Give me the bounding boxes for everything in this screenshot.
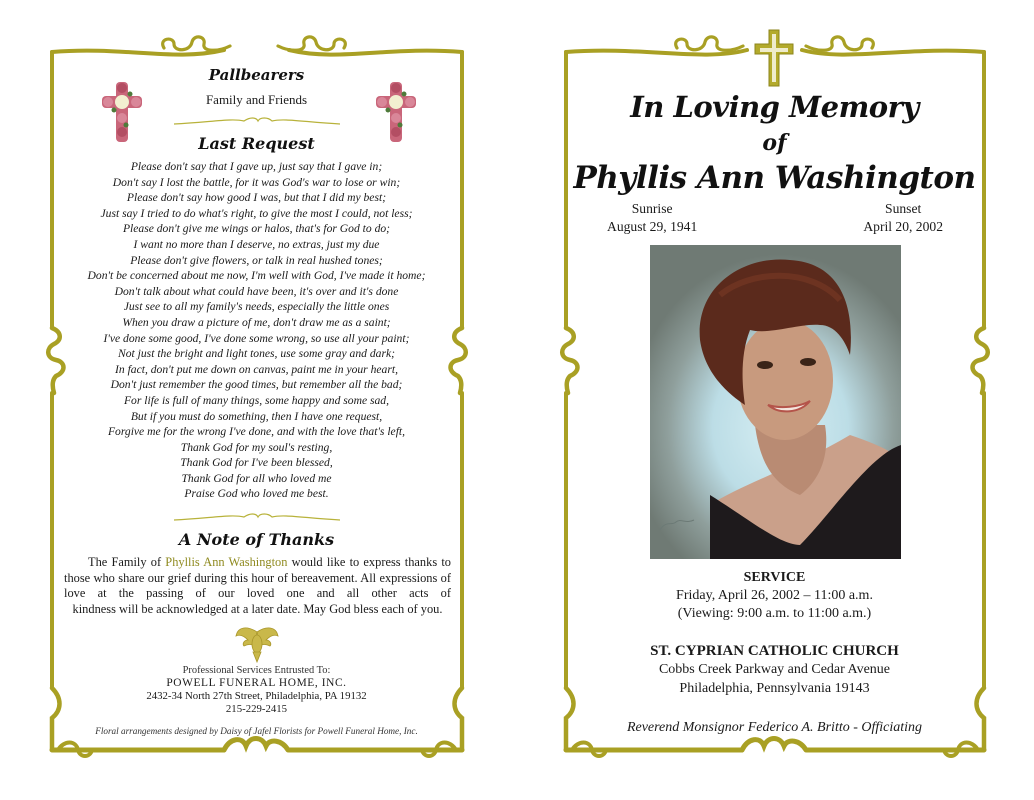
sunrise-date: August 29, 1941	[607, 219, 698, 234]
funeral-home-label: Professional Services Entrusted To:	[182, 665, 331, 676]
pallbearers-heading: Pallbearers	[208, 66, 305, 84]
poem-line: Just say I tried to do what's right, to give the most I could, not less;	[100, 206, 413, 220]
last-request-heading: Last Request	[198, 134, 315, 153]
poem-line: Just see to all my family's needs, especially the little ones	[123, 300, 390, 314]
poem-line: Please don't say how good I was, but that I did my best;	[126, 191, 387, 205]
divider-flourish-icon	[172, 512, 342, 524]
sunrise-label: Sunrise	[631, 201, 673, 216]
left-panel	[44, 38, 469, 763]
sunset-date: April 20, 2002	[863, 219, 943, 234]
poem-line: Forgive me for the wrong I've done, and with the love that's left,	[107, 425, 406, 439]
poem-line: Don't say I lost the battle, for it was God's war to lose or win;	[112, 175, 401, 189]
thanks-text: to those who share our grief during this hour of bereavement. All expressions of love at the passing of our loved one and all other acts of	[64, 555, 451, 601]
poem-line: Don't just remember the good times, but remember all the bad;	[110, 378, 403, 392]
poem-line: When you draw a picture of me, don't draw me as a saint;	[122, 315, 391, 329]
church-address-line1: Cobbs Creek Parkway and Cedar Avenue	[658, 662, 891, 677]
poem-line: I've done some good, I've done some wrong, so use all your paint;	[103, 331, 410, 345]
poem-line: Thank God for all who loved me	[181, 471, 332, 485]
last-request-poem	[44, 159, 469, 502]
poem-line: In fact, don't put me down on canvas, paint me in your heart,	[115, 362, 398, 376]
divider-flourish-icon	[172, 116, 342, 128]
service-heading: SERVICE	[743, 570, 806, 585]
church-name: ST. CYPRIAN CATHOLIC CHURCH	[650, 643, 899, 659]
poem-line: Thank God for I've been blessed,	[180, 456, 333, 470]
sunset-block	[863, 200, 943, 236]
note-of-thanks-heading: A Note of Thanks	[178, 530, 335, 549]
deceased-name-highlight: Phyllis Ann Washington	[165, 555, 288, 569]
memorial-of: of	[762, 130, 787, 156]
church-address-line2: Philadelphia, Pennsylvania 19143	[679, 681, 870, 696]
poem-line: I want no more than I deserve, no extras, just my due	[133, 237, 380, 251]
poem-line: Don't be concerned about me now, I'm well with God, I've made it home;	[87, 269, 426, 283]
thanks-text-last: kindness will be acknowledged at a later date. May God bless each of you.	[72, 602, 443, 617]
poem-line: Please don't say that I gave up, just say that I gave in;	[130, 160, 383, 173]
poem-line: Please don't give flowers, or talk in real hushed tones;	[130, 253, 383, 267]
funeral-home-name: POWELL FUNERAL HOME, INC.	[166, 677, 347, 689]
officiant: Reverend Monsignor Federico A. Britto - Officiating	[626, 720, 923, 735]
service-date-time: Friday, April 26, 2002 – 11:00 a.m.	[676, 588, 873, 603]
poem-line: Thank God for my soul's resting,	[180, 440, 333, 454]
winged-eagle-emblem-icon	[234, 622, 280, 664]
portrait-photo	[650, 245, 901, 559]
funeral-home-address: 2432-34 North 27th Street, Philadelphia, PA 19132	[146, 690, 367, 702]
poem-line: Don't talk about what could have been, it's over and it's done	[114, 284, 399, 298]
sunset-label: Sunset	[885, 201, 922, 216]
sunrise-block	[607, 200, 697, 236]
thanks-prefix: The Family of	[88, 555, 166, 569]
note-of-thanks-body	[64, 555, 451, 618]
memorial-title: In Loving Memory	[630, 90, 919, 124]
deceased-name: Phyllis Ann Washington	[573, 160, 976, 196]
funeral-home-phone: 215-229-2415	[225, 703, 288, 715]
thanks-text: would like to express thanks	[287, 555, 438, 569]
poem-line: Please don't give me wings or halos, that's for God to do;	[122, 222, 391, 236]
poem-line: But if you must do something, then I have one request,	[130, 409, 383, 423]
poem-line: Praise God who loved me best.	[184, 487, 329, 501]
left-panel-content	[44, 38, 469, 763]
floral-credit: Floral arrangements designed by Daisy of Jafel Florists for Powell Funeral Home, Inc.	[95, 726, 418, 736]
right-panel	[562, 38, 987, 763]
viewing-time: (Viewing: 9:00 a.m. to 11:00 a.m.)	[677, 606, 872, 621]
right-panel-content	[562, 38, 987, 763]
poem-line: Not just the bright and light tones, use some gray and dark;	[118, 347, 395, 361]
cross-icon	[752, 28, 796, 90]
pallbearers-names: Family and Friends	[205, 92, 308, 107]
portrait-illustration	[650, 245, 901, 559]
poem-line: For life is full of many things, some happy and some sad,	[123, 393, 390, 407]
